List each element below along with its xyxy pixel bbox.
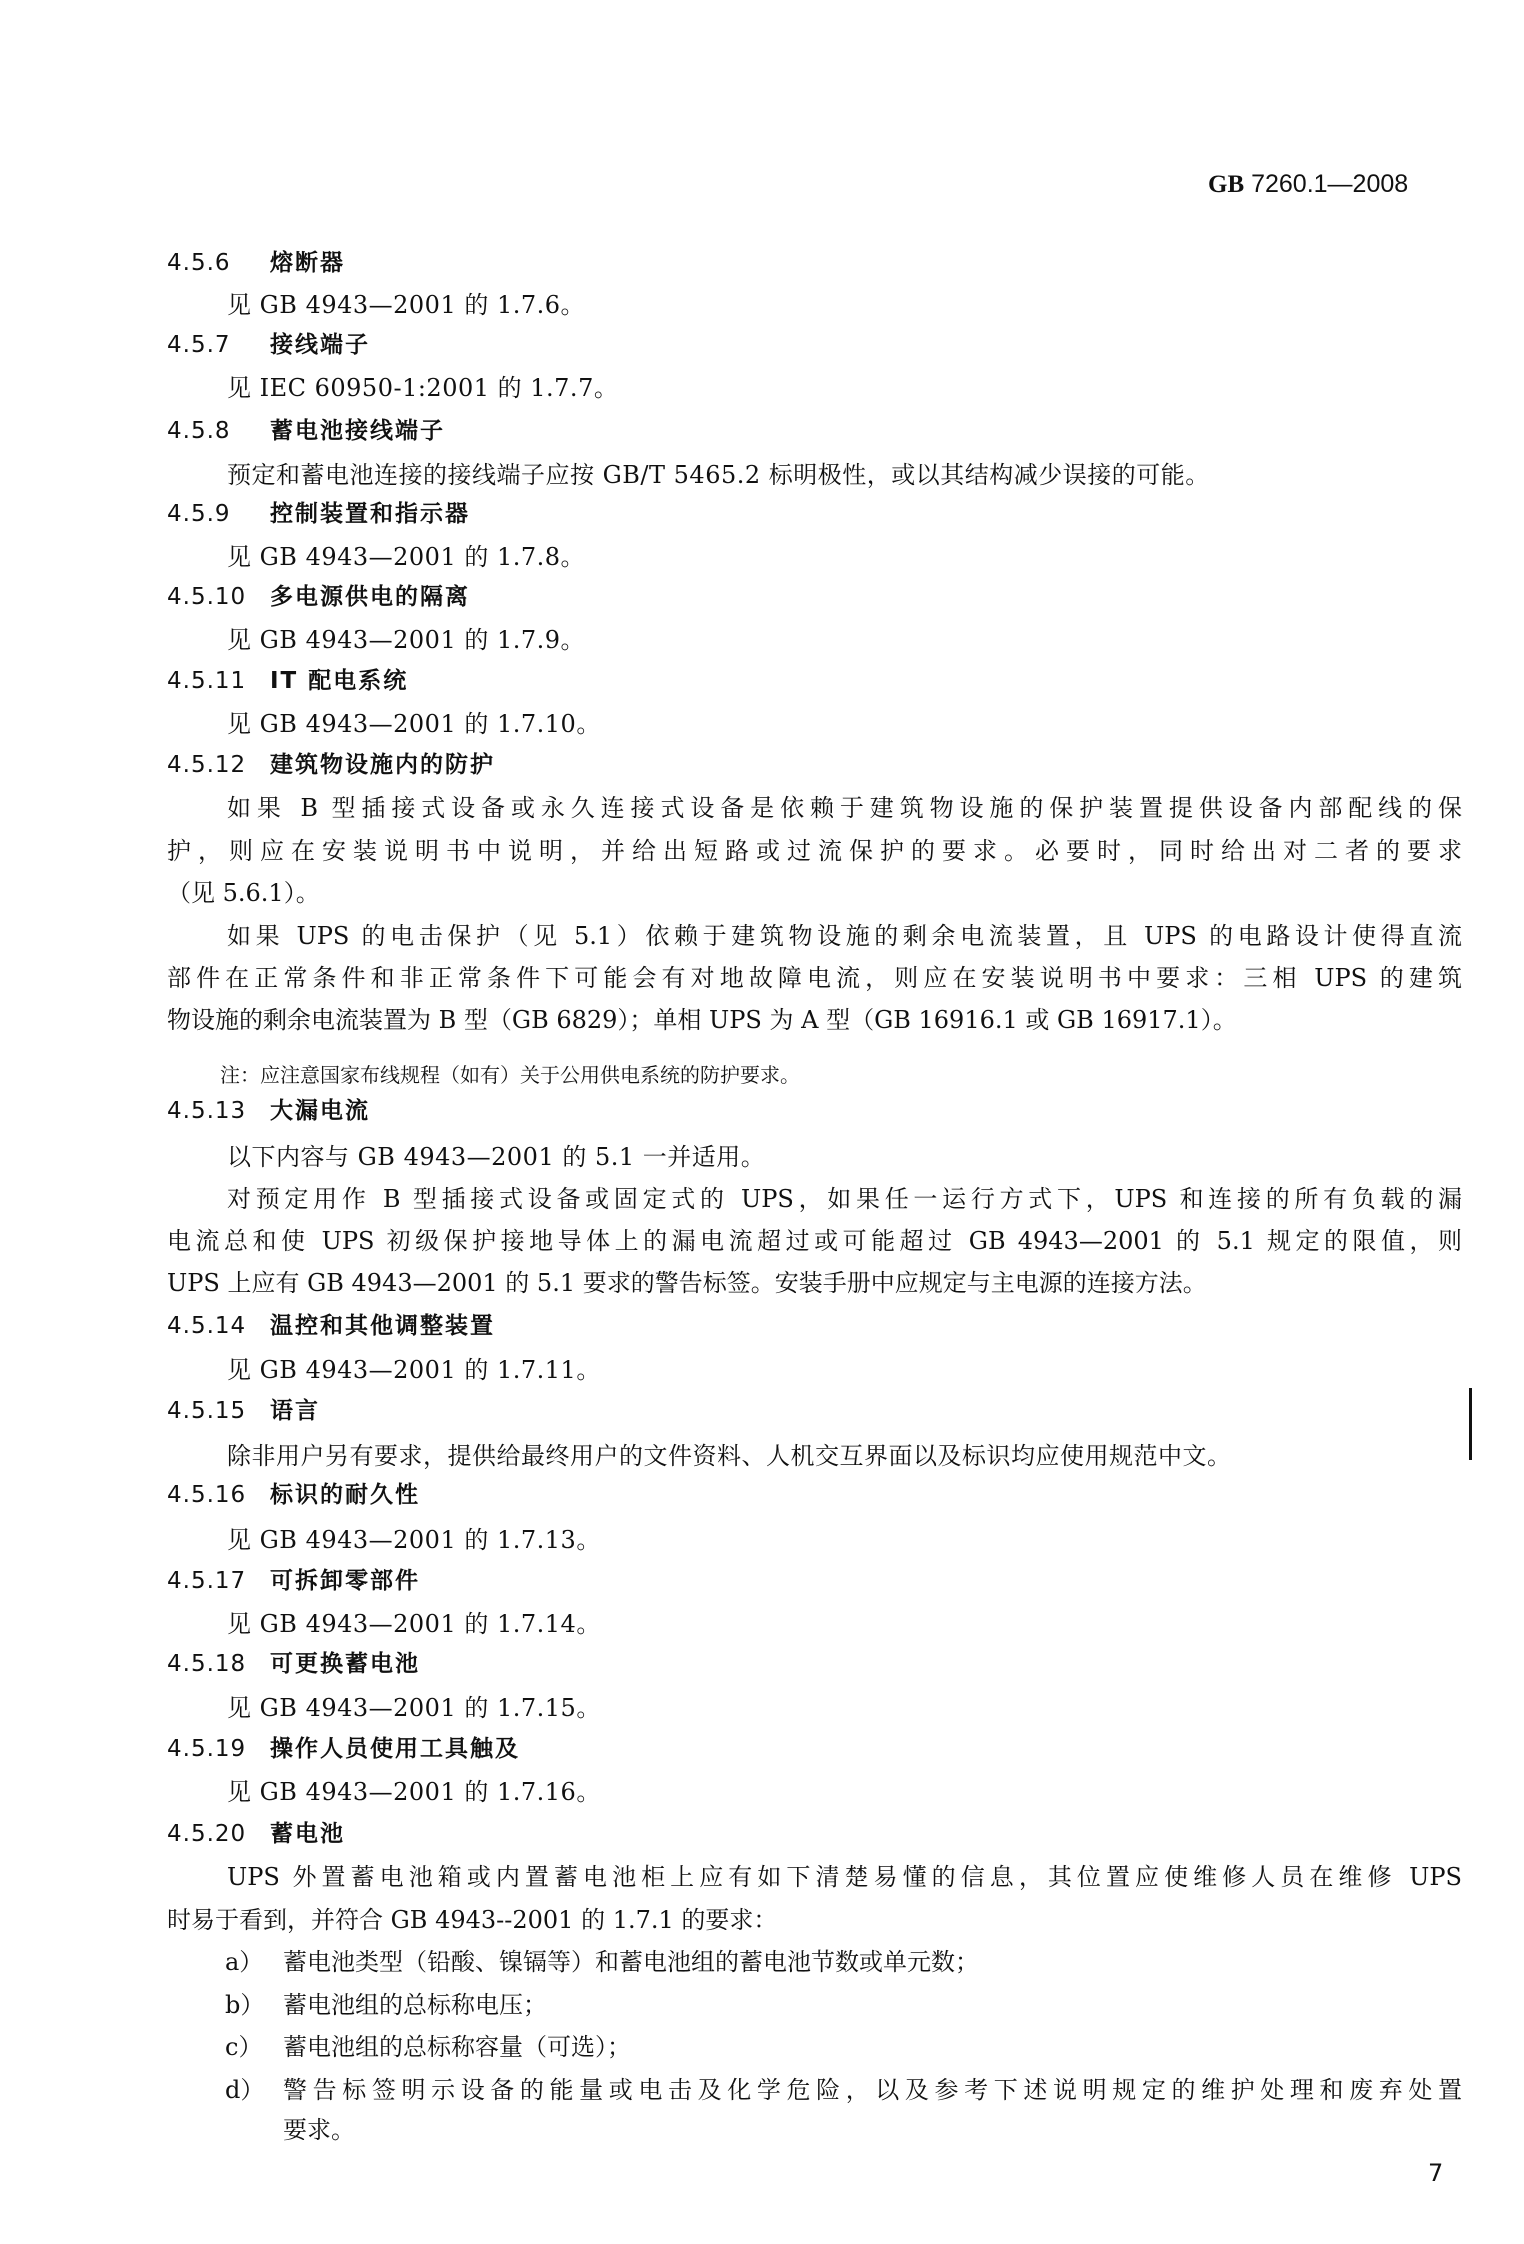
change-bar [1469,1388,1472,1460]
section-title: 蓄电池 [270,1821,345,1847]
section-number: 4.5.11 [167,668,247,694]
paragraph-line: 护，则应在安装说明书中说明，并给出短路或过流保护的要求。必要时，同时给出对二者的要求 [167,837,1462,865]
section-body: 见 GB 4943—2001 的 1.7.15。 [227,1694,601,1722]
section-heading [167,1315,495,1338]
section-heading [167,1484,420,1507]
paragraph-line: 部件在正常条件和非正常条件下可能会有对地故障电流，则应在安装说明书中要求：三相 UPS 的建筑 [167,964,1462,992]
list-marker: c） [225,2033,263,2061]
list-item-text: 蓄电池组的总标称容量（可选）； [283,2033,631,2061]
document-header [1208,172,1408,197]
section-title: 蓄电池接线端子 [270,418,445,444]
section-number: 4.5.16 [167,1482,247,1508]
section-body: 以下内容与 GB 4943—2001 的 5.1 一并适用。 [227,1143,766,1171]
section-heading [167,1400,320,1423]
list-item [225,2035,631,2059]
section-number: 4.5.14 [167,1313,247,1339]
section-number: 4.5.13 [167,1098,247,1124]
list-item [225,1950,979,1974]
section-body: 见 GB 4943—2001 的 1.7.14。 [227,1610,601,1638]
list-item-continuation: 要求。 [283,2116,355,2144]
section-number: 4.5.12 [167,752,247,778]
section-heading [167,754,495,777]
section-body: 见 GB 4943—2001 的 1.7.11。 [227,1356,601,1384]
list-marker: a） [225,1948,264,1976]
section-title: IT 配电系统 [270,668,409,694]
section-number: 4.5.9 [167,501,231,527]
section-heading [167,670,408,693]
list-item-text: 蓄电池组的总标称电压； [283,1991,547,2019]
section-heading [167,586,470,609]
paragraph-line: 对预定用作 B 型插接式设备或固定式的 UPS，如果任一运行方式下，UPS 和连接的所有负载的漏 [227,1185,1462,1213]
section-title: 操作人员使用工具触及 [270,1736,520,1762]
paragraph-line: UPS 上应有 GB 4943—2001 的 5.1 要求的警告标签。安装手册中应规定与主电源的连接方法。 [167,1269,1207,1297]
section-heading [167,420,445,443]
paragraph-line: 电流总和使 UPS 初级保护接地导体上的漏电流超过或可能超过 GB 4943—2001 的 5.1 规定的限值，则 [167,1227,1462,1255]
section-number: 4.5.20 [167,1821,247,1847]
section-heading [167,503,470,526]
section-title: 大漏电流 [270,1098,370,1124]
section-body: 见 GB 4943—2001 的 1.7.16。 [227,1778,601,1806]
section-body: 见 GB 4943—2001 的 1.7.13。 [227,1526,601,1554]
section-heading [167,1100,370,1123]
section-title: 建筑物设施内的防护 [270,752,495,778]
section-heading [167,252,345,275]
section-body: 除非用户另有要求，提供给最终用户的文件资料、人机交互界面以及标识均应使用规范中文。 [227,1442,1232,1470]
section-heading [167,1653,420,1676]
section-title: 多电源供电的隔离 [270,584,470,610]
paragraph-line: 时易于看到，并符合 GB 4943--2001 的 1.7.1 的要求： [167,1906,778,1934]
section-heading [167,1738,520,1761]
standard-code: 7260.1—2008 [1251,170,1409,198]
list-item [225,1993,547,2017]
paragraph-line: （见 5.6.1）。 [167,879,320,907]
paragraph-line: 如果 UPS 的电击保护（见 5.1）依赖于建筑物设施的剩余电流装置，且 UPS 的电路设计使得直流 [227,922,1462,950]
section-title: 接线端子 [270,332,370,358]
section-body: 见 GB 4943—2001 的 1.7.8。 [227,543,586,571]
note-text: 注：应注意国家布线规程（如有）关于公用供电系统的防护要求。 [220,1063,800,1087]
section-title: 熔断器 [270,250,345,276]
section-number: 4.5.19 [167,1736,247,1762]
section-number: 4.5.15 [167,1398,247,1424]
section-number: 4.5.6 [167,250,231,276]
section-title: 控制装置和指示器 [270,501,470,527]
section-title: 语言 [270,1398,320,1424]
section-heading [167,1823,345,1846]
section-body: 见 GB 4943—2001 的 1.7.9。 [227,626,586,654]
section-body: 见 IEC 60950-1:2001 的 1.7.7。 [227,374,619,402]
section-number: 4.5.18 [167,1651,247,1677]
section-body: 见 GB 4943—2001 的 1.7.6。 [227,291,586,319]
section-title: 可更换蓄电池 [270,1651,420,1677]
section-number: 4.5.7 [167,332,231,358]
paragraph-line: 如果 B 型插接式设备或永久连接式设备是依赖于建筑物设施的保护装置提供设备内部配线的保 [227,794,1462,822]
section-heading [167,1570,420,1593]
paragraph-line: 物设施的剩余电流装置为 B 型（GB 6829）；单相 UPS 为 A 型（GB 16916.1 或 GB 16917.1）。 [167,1006,1237,1034]
section-body: 预定和蓄电池连接的接线端子应按 GB/T 5465.2 标明极性，或以其结构减少误接的可能。 [227,461,1210,489]
section-body: 见 GB 4943—2001 的 1.7.10。 [227,710,601,738]
list-marker: b） [225,1991,265,2019]
standard-prefix: GB [1208,171,1245,198]
list-marker: d） [225,2076,265,2104]
list-item-text: 警告标签明示设备的能量或电击及化学危险，以及参考下述说明规定的维护处理和废弃处置 [283,2076,1462,2104]
section-number: 4.5.17 [167,1568,247,1594]
section-heading [167,334,370,357]
page-number: 7 [1428,2159,1444,2187]
section-title: 标识的耐久性 [270,1482,420,1508]
paragraph-line: UPS 外置蓄电池箱或内置蓄电池柜上应有如下清楚易懂的信息，其位置应使维修人员在维修 UPS [227,1863,1462,1891]
section-title: 温控和其他调整装置 [270,1313,495,1339]
list-item-text: 蓄电池类型（铅酸、镍镉等）和蓄电池组的蓄电池节数或单元数； [283,1948,979,1976]
section-number: 4.5.10 [167,584,247,610]
section-number: 4.5.8 [167,418,231,444]
section-title: 可拆卸零部件 [270,1568,420,1594]
list-item [225,2078,1462,2102]
